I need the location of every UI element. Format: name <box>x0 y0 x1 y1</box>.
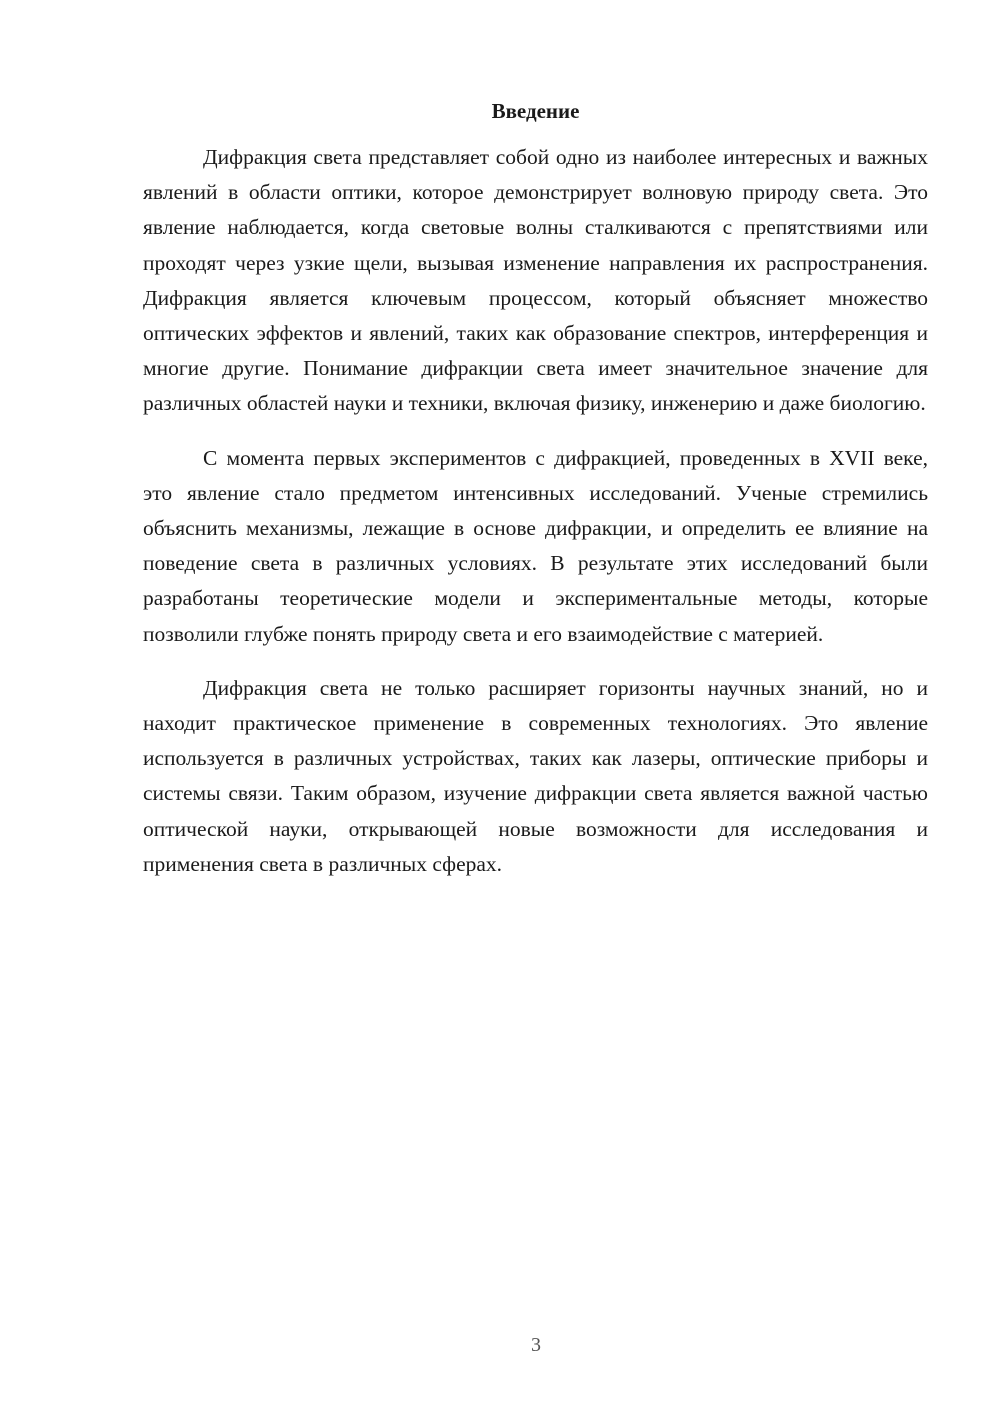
paragraph-1: Дифракция света представляет собой одно из наиболее интересных и важных явлений в области оптики, которое демонстрирует волновую природу света. Это явление наблюдается, когда световые волны сталкиваются с препятствиями или проходят через узкие щели, вызывая изменение направления их распространения. Дифракция является ключевым процессом, который объясняет множество оптических эффектов и явлений, таких как образование спектров, интерференция и многие другие. Понимание дифракции света имеет значительное значение для различных областей науки и техники, включая физику, инженерию и даже биологию. <box>143 145 928 416</box>
section-title: Введение <box>491 99 580 123</box>
paragraph-3: Дифракция света не только расширяет горизонты научных знаний, но и находит практическое применение в современных технологиях. Это явление используется в различных устройствах, таких как лазеры, оптические приборы и системы связи. Таким образом, изучение дифракции света является важной частью оптической науки, открывающей новые возможности для исследования и применения света в различных сферах. <box>143 675 928 876</box>
page-number: 3 <box>531 1334 541 1356</box>
paragraph-2: С момента первых экспериментов с дифракцией, проведенных в XVII веке, это явление стало предметом интенсивных исследований. Ученые стремились объяснить механизмы, лежащие в основе дифракции, и определить ее влияние на поведение света в различных условиях. В результате этих исследований были разработаны теоретические модели и экспериментальные методы, которые позволили глубже понять природу света и его взаимодействие с материей. <box>143 445 928 646</box>
page-content <box>143 96 928 901</box>
